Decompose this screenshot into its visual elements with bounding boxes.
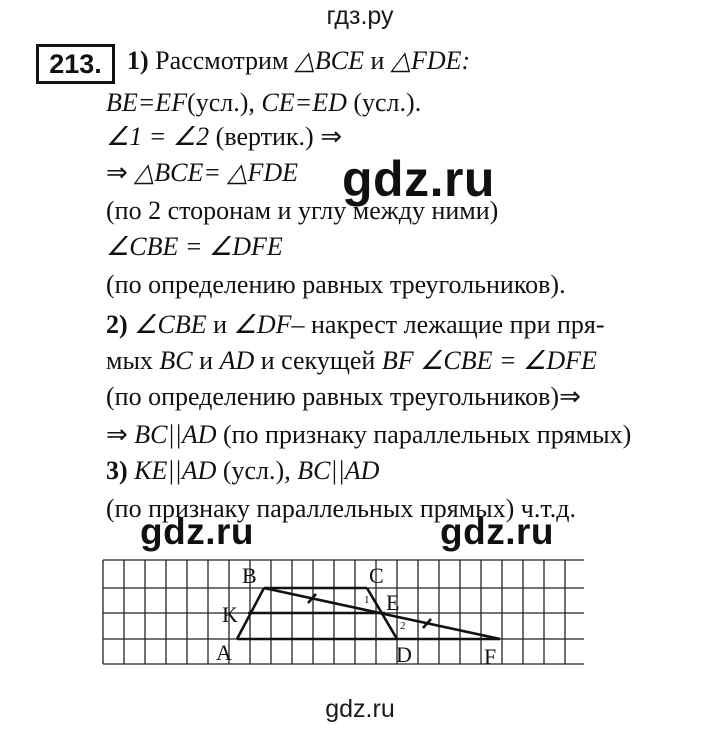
ke-parallel-ad: KE||AD	[134, 456, 217, 485]
angle-label-1: 1	[364, 594, 370, 606]
point-a: A	[216, 640, 232, 665]
line-9-a: мых	[106, 346, 160, 375]
vertical-note: (вертик.) ⇒	[209, 122, 343, 151]
point-d: D	[396, 642, 412, 667]
line-8-text: – накрест лежащие при пря-	[291, 310, 605, 339]
angles-equal: ∠1 = ∠2	[106, 122, 210, 151]
triangles-congruent: △BCE= △FDE	[134, 158, 298, 187]
problem-number: 213.	[36, 44, 115, 84]
solution-line-6: ∠CBE = ∠DFE	[106, 232, 283, 261]
site-footer[interactable]: gdz.ru	[325, 695, 395, 723]
part-1-marker: 1)	[127, 46, 149, 75]
solution-line-13: (по признаку параллельных прямых) ч.т.д.	[106, 494, 576, 523]
part-2-marker: 2)	[106, 310, 128, 339]
eq-be-ef: BE=EF	[106, 88, 188, 117]
segment-ad: AD	[219, 346, 255, 375]
triangle-bce: △BCE	[294, 46, 365, 75]
line-1-and: и	[370, 46, 385, 75]
line-9-secant: и секущей	[254, 346, 382, 375]
implies-arrow: ⇒	[106, 158, 135, 187]
bc-parallel-ad: BC||AD	[134, 420, 217, 449]
watermark-right: gdz.ru	[440, 511, 554, 552]
line-9-and: и	[192, 346, 220, 375]
cond-3: (усл.),	[216, 456, 298, 485]
point-k: K	[222, 602, 238, 627]
point-c: C	[369, 563, 384, 588]
line-1-text: Рассмотрим	[155, 46, 289, 75]
segment-bc: BC	[159, 346, 193, 375]
solution-line-7: (по определению равных треугольников).	[106, 270, 566, 299]
part-3-marker: 3)	[106, 456, 128, 485]
angle-label-2: 2	[400, 620, 406, 632]
watermark-center: gdz.ru	[342, 151, 495, 207]
cond-2: (усл.).	[346, 88, 422, 117]
solution-line-10: (по определению равных треугольников)⇒	[106, 382, 581, 411]
bc-parallel-ad-2: BC||AD	[297, 456, 380, 485]
watermark-left: gdz.ru	[140, 511, 254, 552]
point-b: B	[242, 563, 257, 588]
site-header[interactable]: гдз.ру	[326, 2, 394, 30]
secant-bf-equation: BF ∠CBE = ∠DFE	[381, 346, 597, 375]
solution-line-5: (по 2 сторонам и углу между ними)	[106, 196, 499, 225]
eq-ce-ed: CE=ED	[261, 88, 347, 117]
point-e: E	[386, 590, 400, 615]
line-8-and: и	[206, 310, 234, 339]
cond-1: (усл.),	[187, 88, 262, 117]
parallel-criterion: (по признаку параллельных прямых)	[216, 420, 632, 449]
angle-df: ∠DF	[233, 310, 292, 339]
implies-arrow-2: ⇒	[106, 420, 135, 449]
angle-cbe: ∠CBE	[134, 310, 207, 339]
point-f: F	[484, 644, 497, 669]
triangle-fde: △FDE:	[390, 46, 471, 75]
